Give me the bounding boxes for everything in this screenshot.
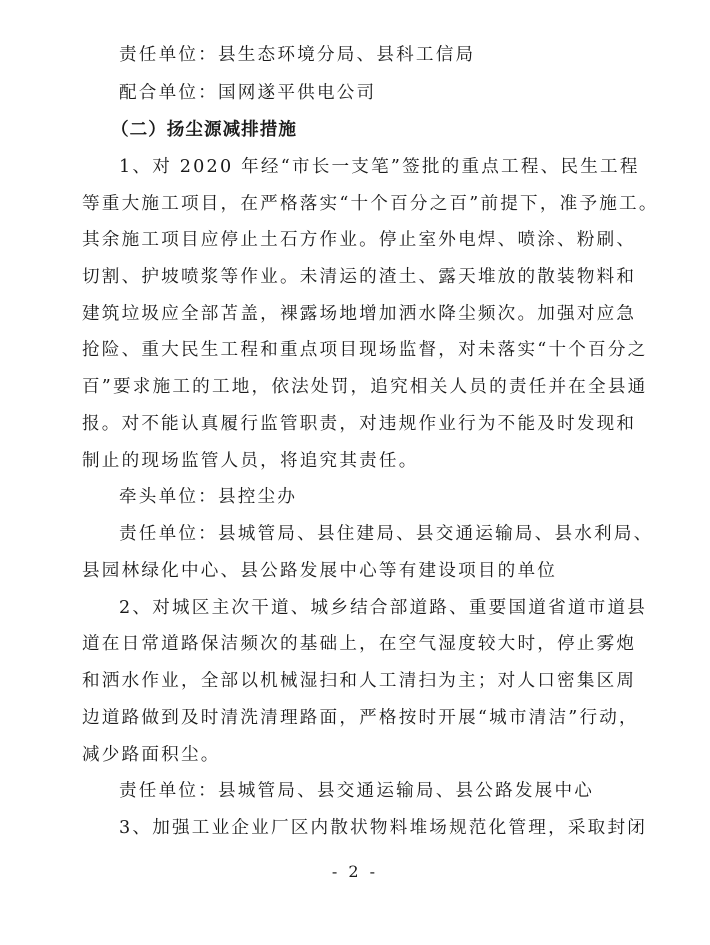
cooperating-units-line: 配合单位：国网遂平供电公司 (119, 83, 377, 103)
lead-unit-line: 牵头单位：县控尘办 (119, 487, 298, 507)
paragraph-line: 抢险、重大民生工程和重点项目现场监督，对未落实“十个百分之 (82, 340, 648, 360)
page-number: - 2 - (331, 862, 379, 881)
paragraph-line: 其余施工项目应停止土石方作业。停止室外电焊、喷涂、粉刷、 (82, 230, 637, 250)
paragraph-line: 和洒水作业，全部以机械湿扫和人工清扫为主；对人口密集区周 (82, 671, 637, 691)
paragraph-line: 报。对不能认真履行监管职责，对违规作业行为不能及时发现和 (82, 414, 637, 434)
paragraph-line: 3、加强工业企业厂区内散状物料堆场规范化管理，采取封闭 (119, 818, 648, 838)
paragraph-line: 道在日常道路保洁频次的基础上，在空气湿度较大时，停止雾炮 (82, 634, 637, 654)
responsible-units-line: 责任单位：县生态环境分局、县科工信局 (119, 45, 476, 65)
paragraph-line: 百”要求施工的工地，依法处罚，追究相关人员的责任并在全县通 (82, 377, 648, 397)
paragraph-line: 1、对 2020 年经“市长一支笔”签批的重点工程、民生工程 (119, 157, 640, 177)
paragraph-line: 减少路面积尘。 (82, 745, 221, 765)
paragraph-line: 2、对城区主次干道、城乡结合部道路、重要国道省道市道县 (119, 598, 648, 618)
paragraph-line: 边道路做到及时清洗清理路面，严格按时开展“城市清洁”行动， (82, 708, 639, 728)
responsible-units-line: 责任单位：县城管局、县住建局、县交通运输局、县水利局、 (119, 524, 654, 544)
paragraph-line: 等重大施工项目，在严格落实“十个百分之百”前提下，准予施工。 (82, 194, 659, 214)
section-heading: （二）扬尘源减排措施 (111, 119, 297, 140)
responsible-units-line: 县园林绿化中心、县公路发展中心等有建设项目的单位 (82, 561, 558, 581)
paragraph-line: 建筑垃圾应全部苫盖，裸露场地增加洒水降尘频次。加强对应急 (82, 304, 637, 324)
paragraph-line: 制止的现场监管人员，将追究其责任。 (82, 451, 419, 471)
responsible-units-line: 责任单位：县城管局、县交通运输局、县公路发展中心 (119, 781, 595, 801)
paragraph-line: 切割、护坡喷浆等作业。未清运的渣土、露天堆放的散装物料和 (82, 267, 637, 287)
